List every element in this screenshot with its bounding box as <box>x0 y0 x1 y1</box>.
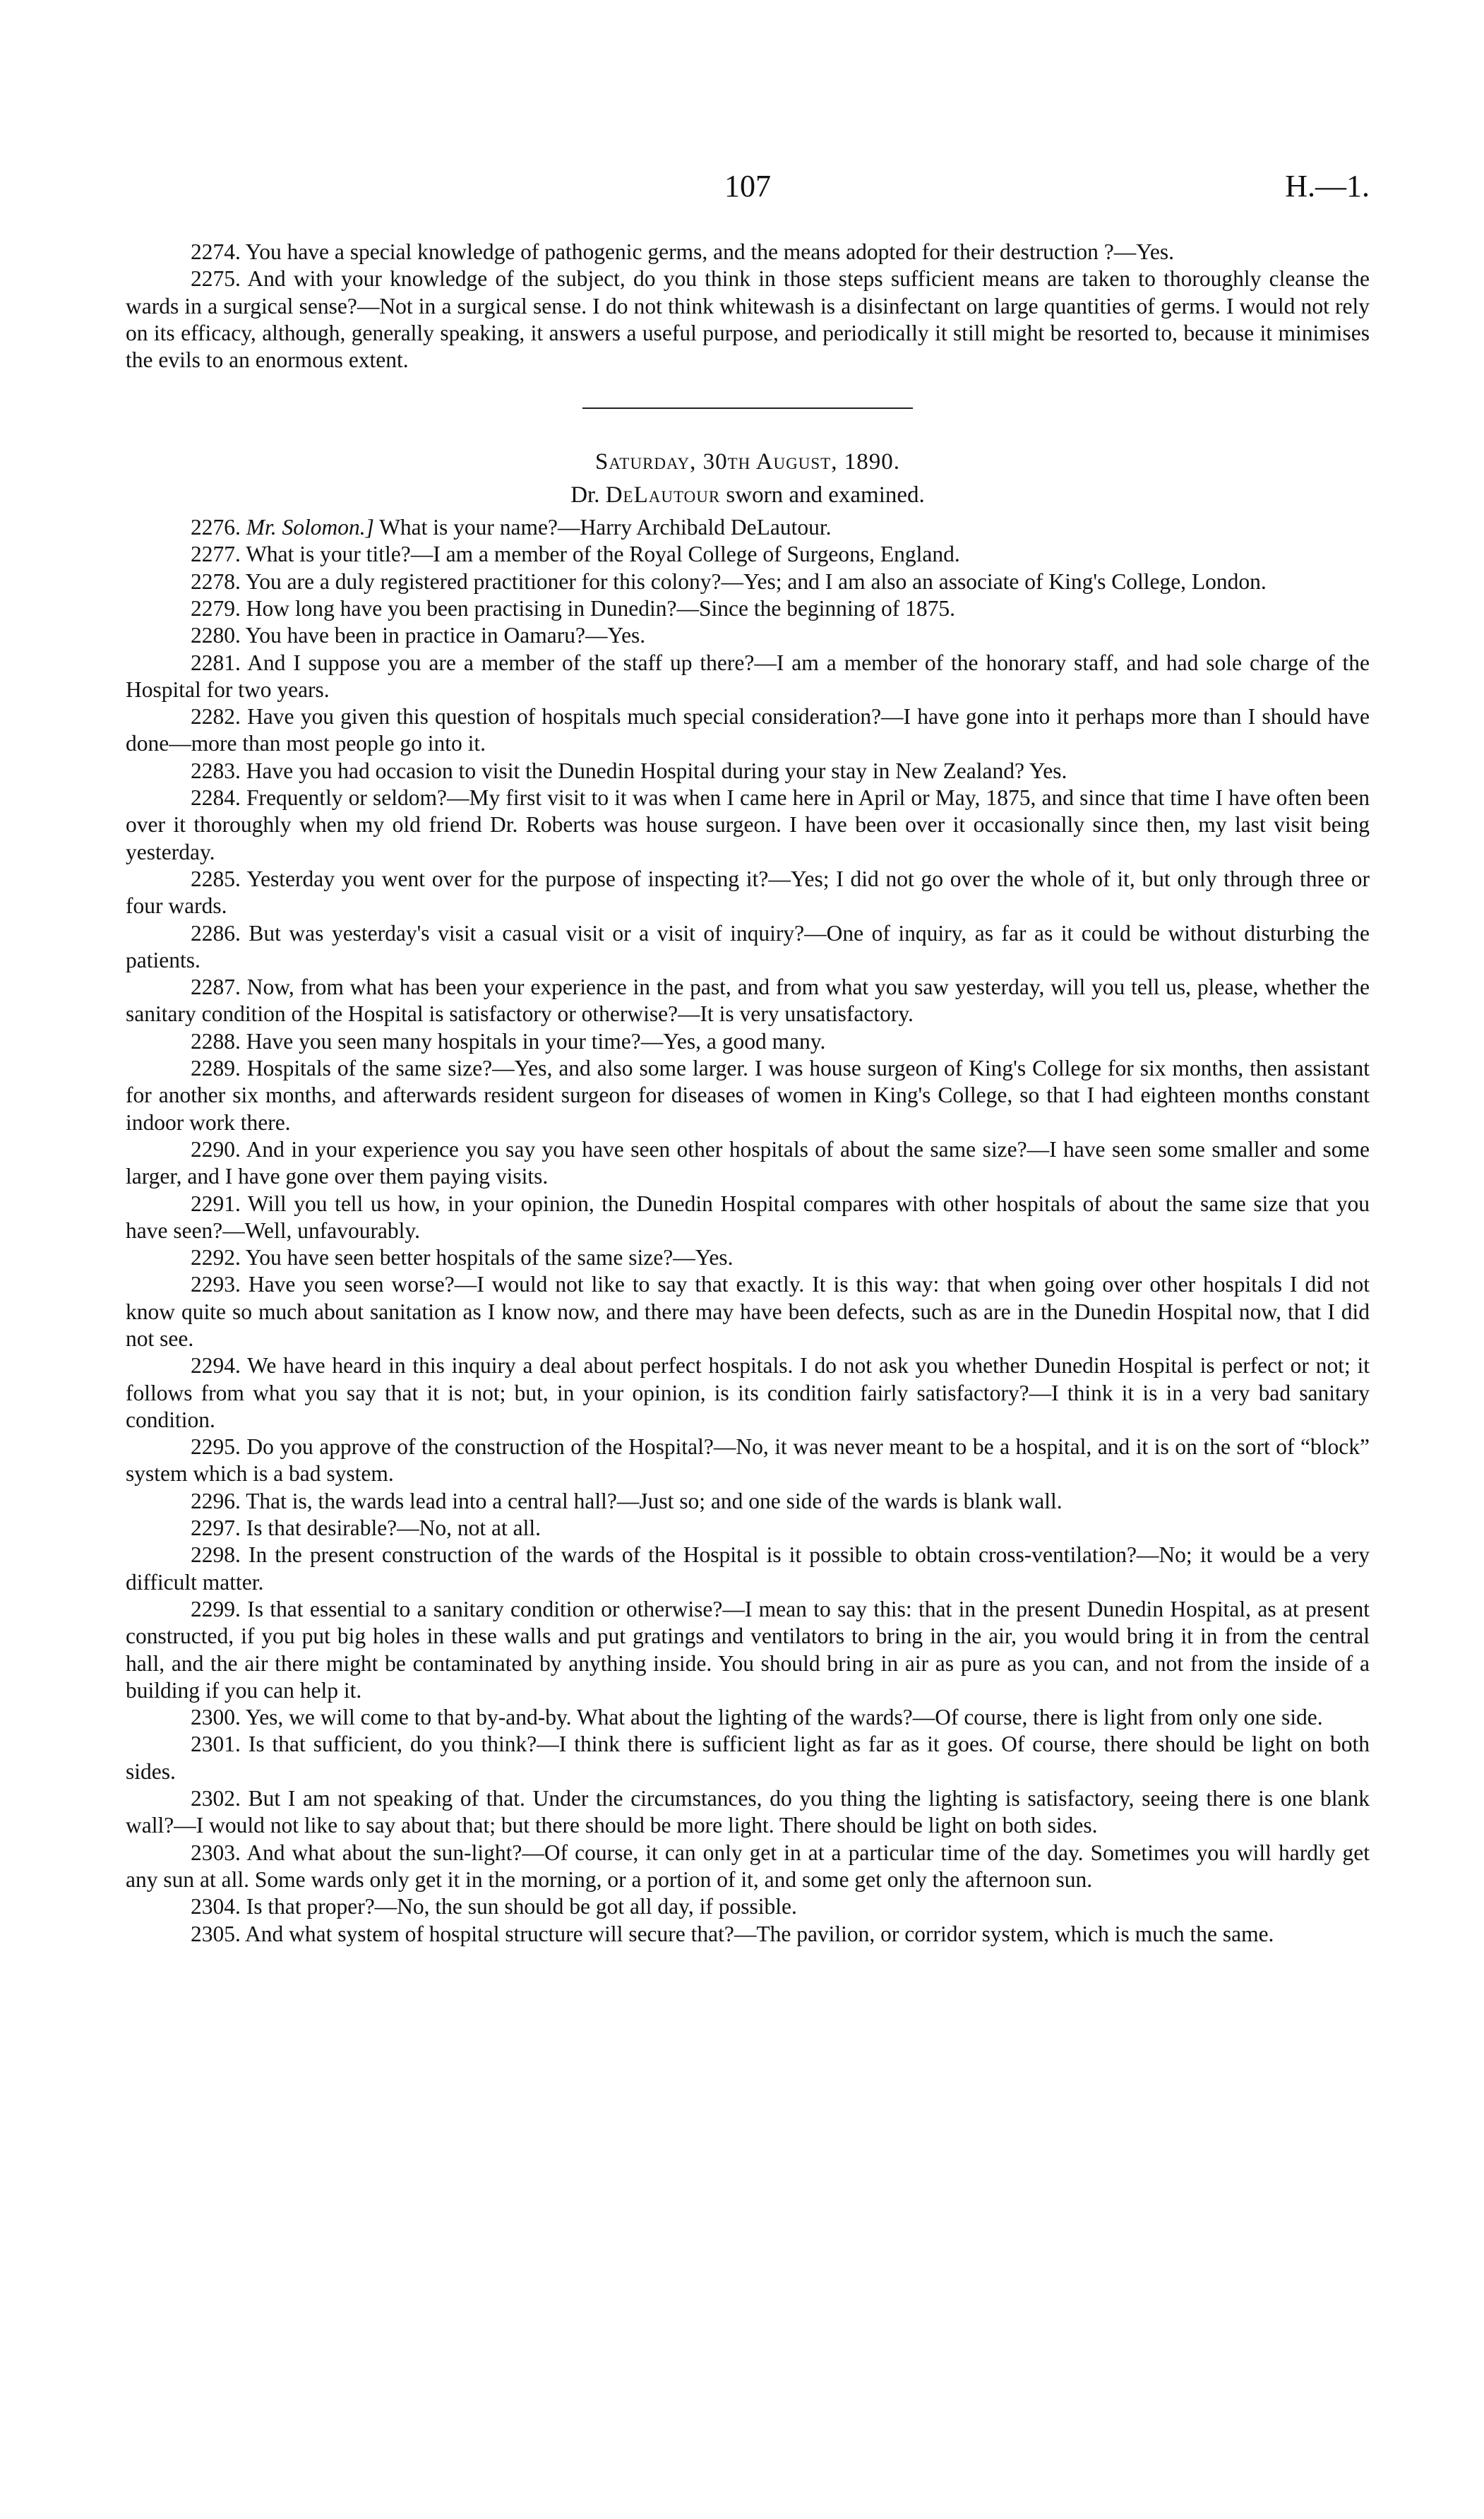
testimony-paragraph <box>126 758 1370 785</box>
testimony-paragraph <box>126 1921 1370 1948</box>
testimony-text: Have you had occasion to visit the Dunedin Hospital during your stay in New Zealand? Yes. <box>246 758 1067 783</box>
page-header <box>126 168 1370 210</box>
testimony-paragraph <box>126 514 1370 541</box>
testimony-paragraph <box>126 1704 1370 1731</box>
section-divider <box>582 407 913 409</box>
question-number: 2293. <box>191 1272 241 1297</box>
testimony-text: Will you tell us how, in your opinion, the Dunedin Hospital compares with other hospitals of about the same size that you have seen?—Well, unfavourably. <box>126 1191 1370 1243</box>
question-number: 2279. <box>191 595 241 621</box>
witness-suffix: sworn and examined. <box>726 482 925 508</box>
testimony-text: Yesterday you went over for the purpose of inspecting it?—Yes; I did not go over the whole of it, but only through three or four wards. <box>126 866 1370 919</box>
testimony-text: You have been in practice in Oamaru?—Yes. <box>245 623 646 648</box>
testimony-paragraph <box>126 266 1370 374</box>
question-number: 2302. <box>191 1786 241 1811</box>
testimony-paragraph <box>126 1271 1370 1352</box>
question-number: 2289. <box>191 1056 241 1081</box>
question-number: 2304. <box>191 1894 241 1919</box>
testimony-text: Is that essential to a sanitary condition or otherwise?—I mean to say this: that in the present Dunedin Hospital, as at present constructed, if you put big holes in these walls and put gratings and ventilators to bring in the air, you would bring it in from the central hall, and the air there might be contaminated by anything inside. You should bring in air as pure as you can, and not from the inside of a building if you can help it. <box>126 1596 1370 1703</box>
question-number: 2274. <box>191 239 241 264</box>
testimony-paragraph <box>126 703 1370 758</box>
testimony-text: Do you approve of the construction of the Hospital?—No, it was never meant to be a hospital, and it is on the sort of “block” system which is a bad system. <box>126 1434 1370 1487</box>
question-number: 2292. <box>191 1245 241 1270</box>
testimony-text: Is that proper?—No, the sun should be got all day, if possible. <box>246 1894 797 1919</box>
question-number: 2297. <box>191 1515 241 1541</box>
testimony-paragraph <box>126 920 1370 975</box>
testimony-text: In the present construction of the wards of the Hospital is it possible to obtain cross-ventilation?—No; it would be a very difficult matter. <box>126 1542 1370 1595</box>
hearing-date <box>126 448 1370 475</box>
testimony-paragraph <box>126 1542 1370 1596</box>
question-number: 2284. <box>191 785 241 811</box>
testimony-text: And I suppose you are a member of the staff up there?—I am a member of the honorary staff, and had sole charge of the Hospital for two years. <box>126 650 1370 702</box>
testimony-text: And what about the sun-light?—Of course, it can only get in at a particular time of the day. Sometimes you will hardly get any sun at all. Some wards only get it in the morning, or a portion of it, and some get only the afternoon sun. <box>126 1840 1370 1892</box>
question-number: 2295. <box>191 1434 241 1460</box>
testimony-text: That is, the wards lead into a central hall?—Just so; and one side of the wards is blank wall. <box>246 1488 1063 1513</box>
question-number: 2296. <box>191 1488 241 1513</box>
testimony-text: Have you given this question of hospitals much special consideration?—I have gone into it perhaps more than I should have done—more than most people go into it. <box>126 704 1370 756</box>
testimony-paragraph <box>126 622 1370 649</box>
hearing-date-text: Saturday, 30th August, 1890. <box>595 449 900 475</box>
question-number: 2280. <box>191 623 241 648</box>
question-number: 2277. <box>191 542 241 567</box>
testimony-text: You are a duly registered practitioner for this colony?—Yes; and I am also an associate of King's College, London. <box>245 568 1267 594</box>
opening-section <box>126 239 1370 374</box>
testimony-paragraph <box>126 1055 1370 1136</box>
question-number: 2275. <box>191 266 241 292</box>
question-number: 2288. <box>191 1028 241 1054</box>
question-number: 2298. <box>191 1542 241 1568</box>
question-number: 2286. <box>191 920 241 946</box>
testimony-paragraph <box>126 1785 1370 1840</box>
testimony-text: How long have you been practising in Dunedin?—Since the beginning of 1875. <box>246 595 956 621</box>
testimony-paragraph <box>126 1244 1370 1271</box>
testimony-text: Is that desirable?—No, not at all. <box>246 1515 541 1541</box>
testimony-paragraph <box>126 239 1370 266</box>
testimony-text: And with your knowledge of the subject, do you think in those steps sufficient means are taken to thoroughly cleanse the wards in a surgical sense?—Not in a surgical sense. I do not think whitewash is a disinfectant on large quantities of germs. I would not rely on its efficacy, although, generally speaking, it answers a useful purpose, and periodically it still might be resorted to, because it minimises the evils to an enormous extent. <box>126 266 1370 373</box>
testimony-paragraph <box>126 785 1370 866</box>
testimony-text: We have heard in this inquiry a deal about perfect hospitals. I do not ask you whether Dunedin Hospital is perfect or not; it follows from what you say that it is not; but, in your opinion, is its condition fairly satisfactory?—I think it is in a very bad sanitary condition. <box>126 1353 1370 1432</box>
testimony-paragraph <box>126 568 1370 595</box>
question-number: 2287. <box>191 975 241 1000</box>
testimony-paragraph <box>126 1840 1370 1894</box>
speaker-name: Mr. Solomon.] <box>246 515 374 540</box>
question-number: 2281. <box>191 650 241 675</box>
document-body <box>126 239 1370 1948</box>
testimony-text: You have a special knowledge of pathogenic germs, and the means adopted for their destruction ?—Yes. <box>245 239 1174 264</box>
witness-heading <box>126 482 1370 508</box>
question-number: 2294. <box>191 1353 241 1378</box>
question-number: 2283. <box>191 758 241 783</box>
testimony-text: And in your experience you say you have seen other hospitals of about the same size?—I have seen some smaller and some larger, and I have gone over them paying visits. <box>126 1136 1370 1189</box>
question-number: 2305. <box>191 1921 241 1946</box>
question-number: 2303. <box>191 1840 241 1865</box>
testimony-text: But I am not speaking of that. Under the circumstances, do you thing the lighting is satisfactory, seeing there is one blank wall?—I would not like to say about that; but there should be more light. There should be light on both sides. <box>126 1786 1370 1838</box>
question-number: 2285. <box>191 866 241 891</box>
testimony-text: Hospitals of the same size?—Yes, and also some larger. I was house surgeon of King's College for six months, then assistant for another six months, and afterwards resident surgeon for diseases of women in King's College, so that I had eighteen months constant indoor work there. <box>126 1056 1370 1135</box>
testimony-text: But was yesterday's visit a casual visit or a visit of inquiry?—One of inquiry, as far as it could be without disturbing the patients. <box>126 920 1370 972</box>
testimony-text: Is that sufficient, do you think?—I think there is sufficient light as far as it goes. Of course, there should be light on both sides. <box>126 1732 1370 1784</box>
testimony-paragraph <box>126 1028 1370 1055</box>
testimony-text: And what system of hospital structure will secure that?—The pavilion, or corridor system, which is much the same. <box>245 1921 1274 1946</box>
question-number: 2291. <box>191 1191 241 1216</box>
testimony-text: You have seen better hospitals of the same size?—Yes. <box>245 1245 734 1270</box>
testimony-text: What is your title?—I am a member of the Royal College of Surgeons, England. <box>246 542 960 567</box>
testimony-paragraph <box>126 1731 1370 1785</box>
testimony-paragraph <box>126 1488 1370 1515</box>
testimony-text: Now, from what has been your experience in the past, and from what you saw yesterday, will you tell us, please, whether the sanitary condition of the Hospital is satisfactory or otherwise?—It is very unsatisfactory. <box>126 975 1370 1027</box>
testimony-paragraph <box>126 866 1370 920</box>
witness-prefix: Dr. <box>570 482 600 508</box>
testimony-paragraph <box>126 595 1370 622</box>
question-number: 2282. <box>191 704 241 730</box>
question-number: 2276. <box>191 515 241 540</box>
testimony-paragraph <box>126 1515 1370 1542</box>
page-number: 107 <box>724 169 771 203</box>
testimony-paragraph <box>126 541 1370 568</box>
document-reference: H.—1. <box>1285 169 1370 203</box>
testimony-paragraph <box>126 1352 1370 1434</box>
testimony-text: What is your name?—Harry Archibald DeLautour. <box>379 515 832 540</box>
testimony-paragraph <box>126 1191 1370 1245</box>
testimony-section <box>126 541 1370 1947</box>
testimony-text: Frequently or seldom?—My first visit to it was when I came here in April or May, 1875, and since that time I have often been over it thoroughly when my old friend Dr. Roberts was house surgeon. I have been over it occasionally since then, my last visit being yesterday. <box>126 785 1370 864</box>
testimony-paragraph <box>126 650 1370 704</box>
testimony-text: Yes, we will come to that by-and-by. What about the lighting of the wards?—Of course, there is light from only one side. <box>245 1705 1323 1730</box>
question-number: 2290. <box>191 1136 241 1162</box>
witness-name: DeLautour <box>605 482 721 508</box>
question-number: 2299. <box>191 1596 241 1621</box>
testimony-text: Have you seen worse?—I would not like to say that exactly. It is this way: that when going over other hospitals I did not know quite so much about sanitation as I know now, and there may have been defects, such as are in the Dunedin Hospital now, that I did not see. <box>126 1272 1370 1351</box>
testimony-text: Have you seen many hospitals in your time?—Yes, a good many. <box>246 1028 826 1054</box>
testimony-paragraph <box>126 1893 1370 1920</box>
testimony-paragraph <box>126 1434 1370 1488</box>
testimony-paragraph <box>126 974 1370 1028</box>
question-number: 2278. <box>191 568 241 594</box>
testimony-paragraph <box>126 1136 1370 1191</box>
question-number: 2300. <box>191 1705 241 1730</box>
testimony-paragraph <box>126 1596 1370 1704</box>
question-number: 2301. <box>191 1732 241 1757</box>
